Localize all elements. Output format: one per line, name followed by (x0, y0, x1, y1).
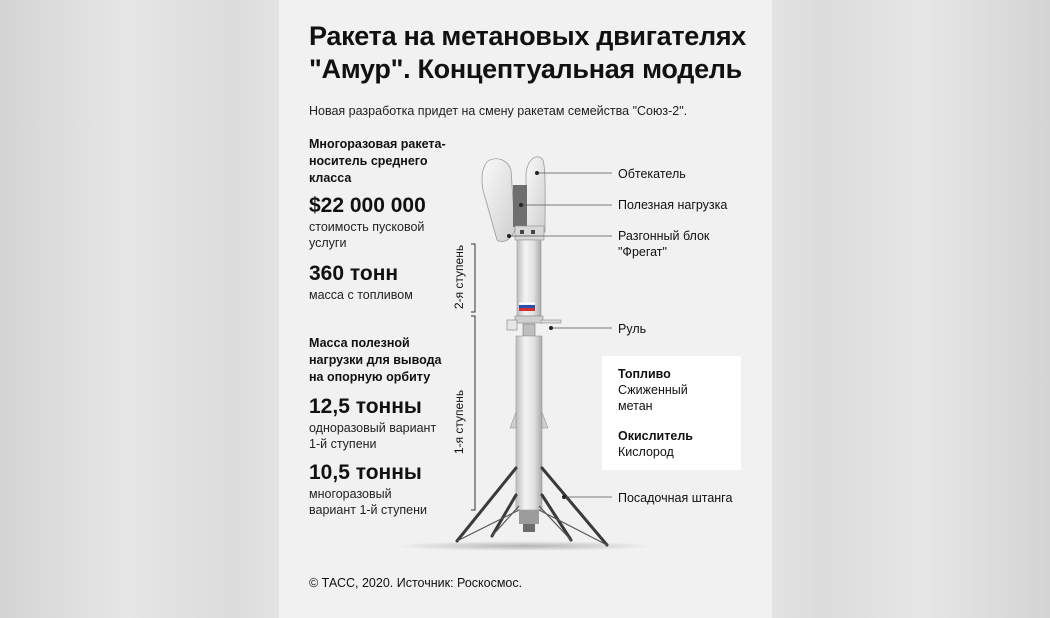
flag-blue (519, 305, 535, 308)
fairing-open-half (482, 159, 515, 242)
flag-red (519, 308, 535, 311)
payload-expendable-value: 12,5 тонны (309, 395, 422, 418)
rudder-right (541, 320, 561, 323)
first-stage (516, 336, 542, 510)
infographic-card (279, 0, 772, 618)
fuel-info-box (602, 356, 741, 470)
engine-section (519, 510, 539, 524)
rocket-diagram (279, 0, 772, 618)
fregat-block (515, 226, 544, 240)
fuel-value: Сжиженный метан (618, 383, 688, 413)
payload-expendable-desc: одноразовый вариант 1-й ступени (309, 421, 437, 451)
ground-shadow (394, 541, 654, 551)
subtitle: Новая разработка придет на смену ракетам семейства "Союз-2". (309, 104, 688, 118)
fairing-callout: Обтекатель (618, 167, 686, 181)
page-title: Ракета на метановых двигателях "Амур". Концептуальная модель (309, 21, 747, 84)
payload-reusable-value: 10,5 тонны (309, 461, 422, 484)
reusable-class-label: Многоразовая ракета-носитель среднего класса (309, 137, 446, 185)
mass-value: 360 тонн (309, 262, 399, 285)
payload-label: Масса полезной нагрузки для вывода на опорную орбиту (309, 336, 442, 384)
second-stage-label: 2-я ступень (452, 244, 466, 310)
stage-brackets (471, 244, 475, 510)
first-stage-label: 1-я ступень (452, 389, 466, 455)
cost-value: $22 000 000 (309, 194, 426, 217)
flag-white (519, 302, 535, 305)
fin-left (510, 412, 516, 428)
cost-desc: стоимость пусковой услуги (309, 220, 425, 250)
rudder-left (507, 320, 517, 330)
payload-callout: Полезная нагрузка (618, 198, 728, 212)
engine-nozzle (523, 524, 535, 532)
rudder-callout: Руль (618, 322, 647, 336)
footer-source: © ТАСС, 2020. Источник: Роскосмос. (309, 576, 523, 590)
oxidizer-heading: Окислитель (618, 429, 693, 443)
rudder-grid (523, 324, 535, 336)
landing-leg-callout: Посадочная штанга (618, 491, 733, 505)
mass-desc: масса с топливом (309, 288, 413, 302)
oxidizer-value: Кислород (618, 445, 674, 459)
fairing-closed-half (526, 157, 545, 232)
payload-reusable-desc: многоразовый вариант 1-й ступени (309, 487, 427, 517)
interstage (515, 316, 543, 323)
upper-stage-callout: Разгонный блок "Фрегат" (618, 229, 710, 259)
fuel-heading: Топливо (618, 367, 671, 381)
fin-right (542, 412, 548, 428)
